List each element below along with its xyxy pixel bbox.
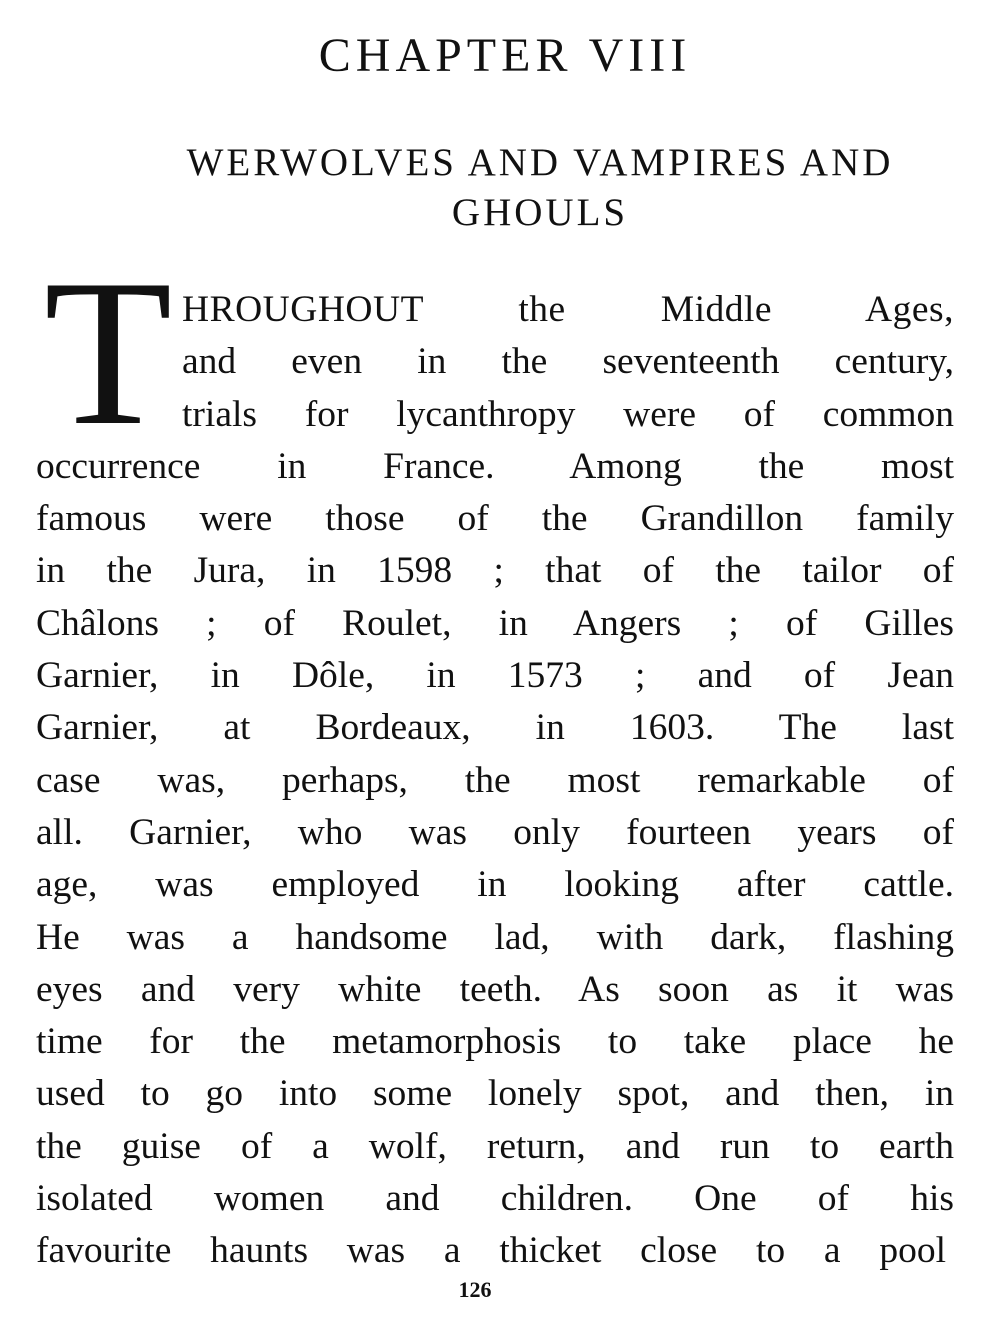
body-line: occurrence in France. Among the most bbox=[36, 445, 954, 487]
body-line: HROUGHOUT the Middle Ages, bbox=[182, 289, 954, 330]
page-number: 126 bbox=[458, 1277, 492, 1302]
body-line: famous were those of the Grandillon family bbox=[36, 498, 954, 540]
body-line: Châlons ; of Roulet, in Angers ; of Gilles bbox=[36, 602, 954, 644]
chapter-title-line-2: GHOULS bbox=[451, 191, 629, 234]
body-line: time for the metamorphosis to take place he bbox=[36, 1021, 954, 1063]
chapter-title-line-1: WERWOLVES AND VAMPIRES AND bbox=[186, 141, 894, 184]
body-line: the guise of a wolf, return, and run to earth bbox=[36, 1125, 954, 1167]
body-paragraph bbox=[36, 284, 954, 1278]
body-line: isolated women and children. One of his bbox=[36, 1178, 954, 1220]
drop-cap-letter: T bbox=[44, 237, 173, 469]
body-line: Garnier, in Dôle, in 1573 ; and of Jean bbox=[36, 655, 954, 697]
body-line: favourite haunts was a thicket close to a pool bbox=[36, 1230, 946, 1272]
body-line: age, was employed in looking after cattle. bbox=[36, 864, 954, 906]
body-line: trials for lycanthropy were of common bbox=[182, 393, 954, 435]
body-line: in the Jura, in 1598 ; that of the tailor of bbox=[36, 550, 954, 592]
chapter-number: CHAPTER VIII bbox=[318, 29, 692, 82]
body-line: and even in the seventeenth century, bbox=[182, 341, 954, 383]
body-line: eyes and very white teeth. As soon as it was bbox=[36, 968, 954, 1010]
body-line: all. Garnier, who was only fourteen years of bbox=[36, 811, 954, 853]
body-line: Garnier, at Bordeaux, in 1603. The last bbox=[36, 707, 954, 749]
body-line: case was, perhaps, the most remarkable of bbox=[36, 759, 954, 801]
body-line: He was a handsome lad, with dark, flashing bbox=[36, 916, 954, 958]
body-line: used to go into some lonely spot, and then, in bbox=[36, 1073, 954, 1115]
chapter-title bbox=[40, 138, 1000, 238]
